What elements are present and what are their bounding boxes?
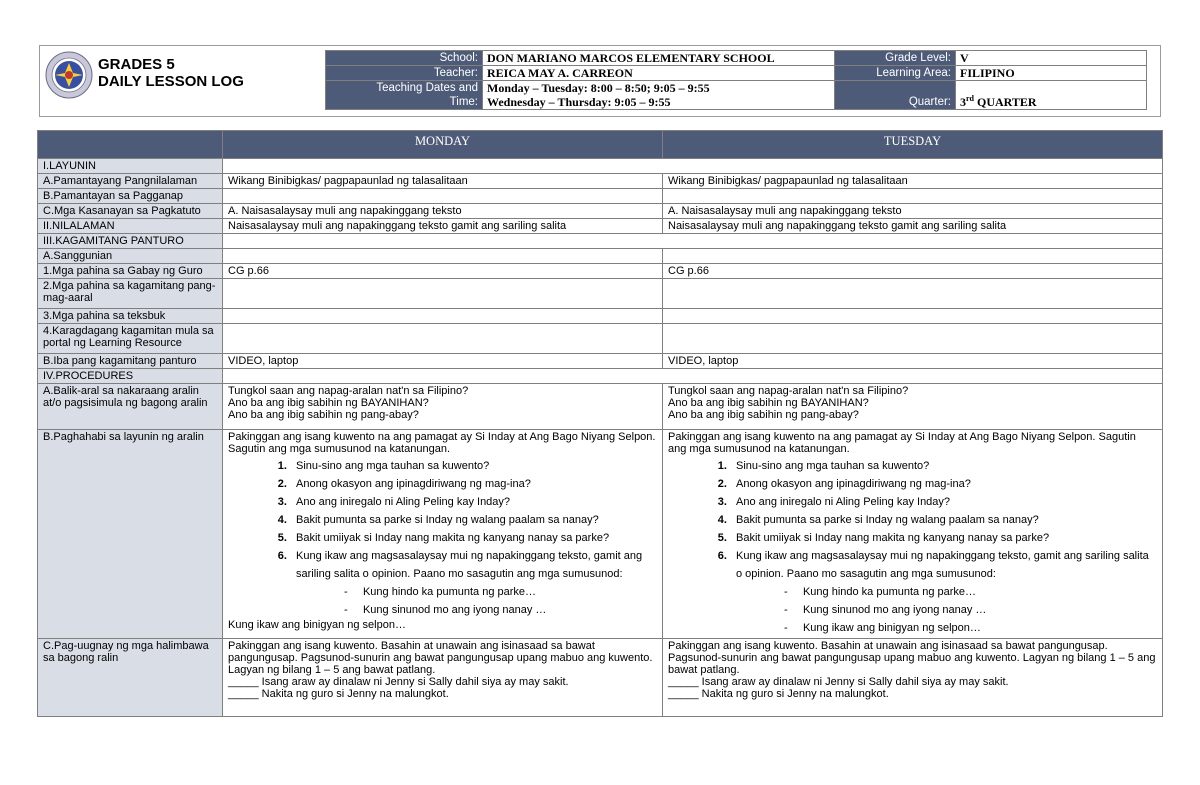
tuesday-kasanayan: A. Naisasalaysay muli ang napakinggang teksto [663,204,1163,219]
teaching-dates-line1: Monday – Tuesday: 8:00 – 8:50; 9:05 – 9:55 [487,81,710,95]
school-value: DON MARIANO MARCOS ELEMENTARY SCHOOL [483,51,835,66]
row-label-gabay-ng-guro: 1.Mga pahina sa Gabay ng Guro [38,264,223,279]
section-layunin: I.LAYUNIN [38,159,223,174]
quarter-word: QUARTER [977,95,1037,109]
teacher-value: REICA MAY A. CARREON [483,66,835,81]
question-item: 6. Kung ikaw ang magsasalaysay mui ng napakinggang teksto, gamit ang sariling salita o opinion. Paano mo sasagutin ang mga sumusunod: - Kung hindo ka pumunta ng parke… - Kung sinunod mo ang iyong nanay … - Kung ikaw ang binigyan ng selpon… [730,547,1157,637]
balik-question: Ano ba ang ibig sabihin ng pang-abay? [228,409,419,421]
balik-question: Tungkol saan ang napag-aralan nat'n sa Filipino? [228,385,469,397]
question-item: 2. Anong okasyon ang ipinagdiriwang ng mag-ina? [290,475,657,493]
tuesday-balik-aral [663,384,1163,430]
empty-cell [223,159,1163,174]
lesson-plan-table [37,130,1163,717]
section-procedures: IV.PROCEDURES [38,369,223,384]
tuesday-nilalaman: Naisasalaysay muli ang napakinggang teksto gamit ang sariling salita [663,219,1163,234]
lesson-log-header [39,45,1161,117]
title-grades: GRADES 5 [98,56,175,73]
title-daily-lesson-log: DAILY LESSON LOG [98,73,244,90]
empty-cell [223,324,663,354]
pag-uugnay-intro: Pakinggan ang isang kuwento. Basahin at unawain ang isinasaad sa bawat pangungusap. Pagsunod-sunurin ang bawat pangungusap upang mabuo ang kuwento. Lagyan ng bilang 1 – 5 ang bawat patlang. [668,640,1156,676]
question-list [228,457,657,619]
sub-question-list [736,583,1157,637]
empty-cell [663,189,1163,204]
empty-cell [223,234,1163,249]
learning-area-label: Learning Area: [835,66,956,81]
tuesday-paghahabi [663,430,1163,639]
pag-uugnay-intro: Pakinggan ang isang kuwento. Basahin at unawain ang isinasaad sa bawat pangungusap. Pagsunod-sunurin ang bawat pangungusap upang mabuo ang kuwento. Lagyan ng bilang 1 – 5 ang bawat patlang. [228,640,653,676]
question-item: 3. Ano ang iniregalo ni Aling Peling kay Inday? [730,493,1157,511]
sequence-blank: _____ Nakita ng guro si Jenny na malungkot. [668,688,889,700]
question-list [668,457,1157,637]
paghahabi-intro: Pakinggan ang isang kuwento na ang pamagat ay Si Inday at Ang Bago Niyang Selpon. Sagutin ang mga sumusunod na katanungan. [228,431,656,455]
monday-pamantayang-pangnilalaman: Wikang Binibigkas/ pagpapaunlad ng talasalitaan [223,174,663,189]
empty-cell [663,324,1163,354]
learning-area-value: FILIPINO [956,66,1147,81]
question-item: 5. Bakit umiiyak si Inday nang makita ng kanyang nanay sa parke? [730,529,1157,547]
sequence-blank: _____ Nakita ng guro si Jenny na malungkot. [228,688,449,700]
teaching-dates-label [326,81,483,110]
empty-cell [223,309,663,324]
question-item: 6. Kung ikaw ang magsasalaysay mui ng napakinggang teksto, gamit ang sariling salita o opinion. Paano mo sasagutin ang mga sumusunod: - Kung hindo ka pumunta ng parke… - Kung sinunod mo ang iyong nanay … [290,547,657,619]
monday-pag-uugnay [223,639,663,717]
paghahabi-intro: Pakinggan ang isang kuwento na ang pamagat ay Si Inday at Ang Bago Niyang Selpon. Sagutin ang mga sumusunod na katanungan. [668,431,1136,455]
row-label-pamantayan-sa-pagganap: B.Pamantayan sa Pagganap [38,189,223,204]
grade-level-value: V [956,51,1147,66]
empty-cell [663,279,1163,309]
empty-cell [223,279,663,309]
monday-gabay-ng-guro: CG p.66 [223,264,663,279]
row-label-paghahabi: B.Paghahabi sa layunin ng aralin [38,430,223,639]
sub-question-trailing: Kung ikaw ang binigyan ng selpon… [228,619,406,631]
sub-question-item: - Kung sinunod mo ang iyong nanay … [344,604,547,616]
row-label-sanggunian: A.Sanggunian [38,249,223,264]
sub-question-item: - Kung hindo ka pumunta ng parke… [784,586,977,598]
row-label-iba-pang-kagamitan: B.Iba pang kagamitang panturo [38,354,223,369]
tuesday-pag-uugnay [663,639,1163,717]
monday-nilalaman: Naisasalaysay muli ang napakinggang teksto gamit ang sariling salita [223,219,663,234]
question-item: 4. Bakit pumunta sa parke si Inday ng walang paalam sa nanay? [730,511,1157,529]
monday-paghahabi [223,430,663,639]
balik-question: Tungkol saan ang napag-aralan nat'n sa Filipino? [668,385,909,397]
question-item: 3. Ano ang iniregalo ni Aling Peling kay Inday? [290,493,657,511]
question-item: 1. Sinu-sino ang mga tauhan sa kuwento? [290,457,657,475]
row-label-pamantayang-pangnilalaman: A.Pamantayang Pangnilalaman [38,174,223,189]
empty-cell [663,249,1163,264]
row-label-nilalaman: II.NILALAMAN [38,219,223,234]
grade-level-label: Grade Level: [835,51,956,66]
empty-cell [223,189,663,204]
teaching-dates-value [483,81,835,110]
corner-header-cell [38,131,223,159]
teaching-dates-label-line2: Time: [449,96,478,108]
quarter-label: Quarter: [835,81,956,110]
sequence-blank: _____ Isang araw ay dinalaw ni Jenny si Sally dahil siya ay may sakit. [228,676,569,688]
row-label-pang-mag-aaral: 2.Mga pahina sa kagamitang pang-mag-aaral [38,279,223,309]
row-label-karagdagang-kagamitan: 4.Karagdagang kagamitan mula sa portal ng Learning Resource [38,324,223,354]
deped-seal-logo [45,51,93,99]
teaching-dates-line2: Wednesday – Thursday: 9:05 – 9:55 [487,95,671,109]
monday-kasanayan: A. Naisasalaysay muli ang napakinggang teksto [223,204,663,219]
question-item: 4. Bakit pumunta sa parke si Inday ng walang paalam sa nanay? [290,511,657,529]
question-item: 1. Sinu-sino ang mga tauhan sa kuwento? [730,457,1157,475]
sequence-blank: _____ Isang araw ay dinalaw ni Jenny si Sally dahil siya ay may sakit. [668,676,1009,688]
sub-question-item: - Kung ikaw ang binigyan ng selpon… [784,622,981,634]
balik-question: Ano ba ang ibig sabihin ng pang-abay? [668,409,859,421]
empty-cell [223,369,1163,384]
teacher-label: Teacher: [326,66,483,81]
question-item: 2. Anong okasyon ang ipinagdiriwang ng mag-ina? [730,475,1157,493]
title-block [98,56,244,90]
tuesday-gabay-ng-guro: CG p.66 [663,264,1163,279]
balik-question: Ano ba ang ibig sabihin ng BAYANIHAN? [668,397,869,409]
section-kagamitang-panturo: III.KAGAMITANG PANTURO [38,234,223,249]
row-label-balik-aral: A.Balik-aral sa nakaraang aralin at/o pagsisimula ng bagong aralin [38,384,223,430]
balik-question: Ano ba ang ibig sabihin ng BAYANIHAN? [228,397,429,409]
empty-cell [223,249,663,264]
row-label-kasanayan: C.Mga Kasanayan sa Pagkatuto [38,204,223,219]
school-label: School: [326,51,483,66]
sub-question-item: - Kung sinunod mo ang iyong nanay … [784,604,987,616]
question-item: 5. Bakit umiiyak si Inday nang makita ng kanyang nanay sa parke? [290,529,657,547]
row-label-pag-uugnay: C.Pag-uugnay ng mga halimbawa sa bagong ralin [38,639,223,717]
column-header-monday: MONDAY [223,131,663,159]
sub-question-list [296,583,657,619]
monday-iba-pang-kagamitan: VIDEO, laptop [223,354,663,369]
empty-cell [663,309,1163,324]
monday-balik-aral [223,384,663,430]
sub-question-item: - Kung hindo ka pumunta ng parke… [344,586,537,598]
tuesday-iba-pang-kagamitan: VIDEO, laptop [663,354,1163,369]
quarter-value [956,81,1147,110]
column-header-tuesday: TUESDAY [663,131,1163,159]
quarter-number: 3 [960,95,966,109]
teaching-dates-label-line1: Teaching Dates and [376,82,478,94]
quarter-suffix: rd [966,94,974,103]
tuesday-pamantayang-pangnilalaman: Wikang Binibigkas/ pagpapaunlad ng talasalitaan [663,174,1163,189]
header-info-table [325,50,1147,110]
row-label-teksbuk: 3.Mga pahina sa teksbuk [38,309,223,324]
